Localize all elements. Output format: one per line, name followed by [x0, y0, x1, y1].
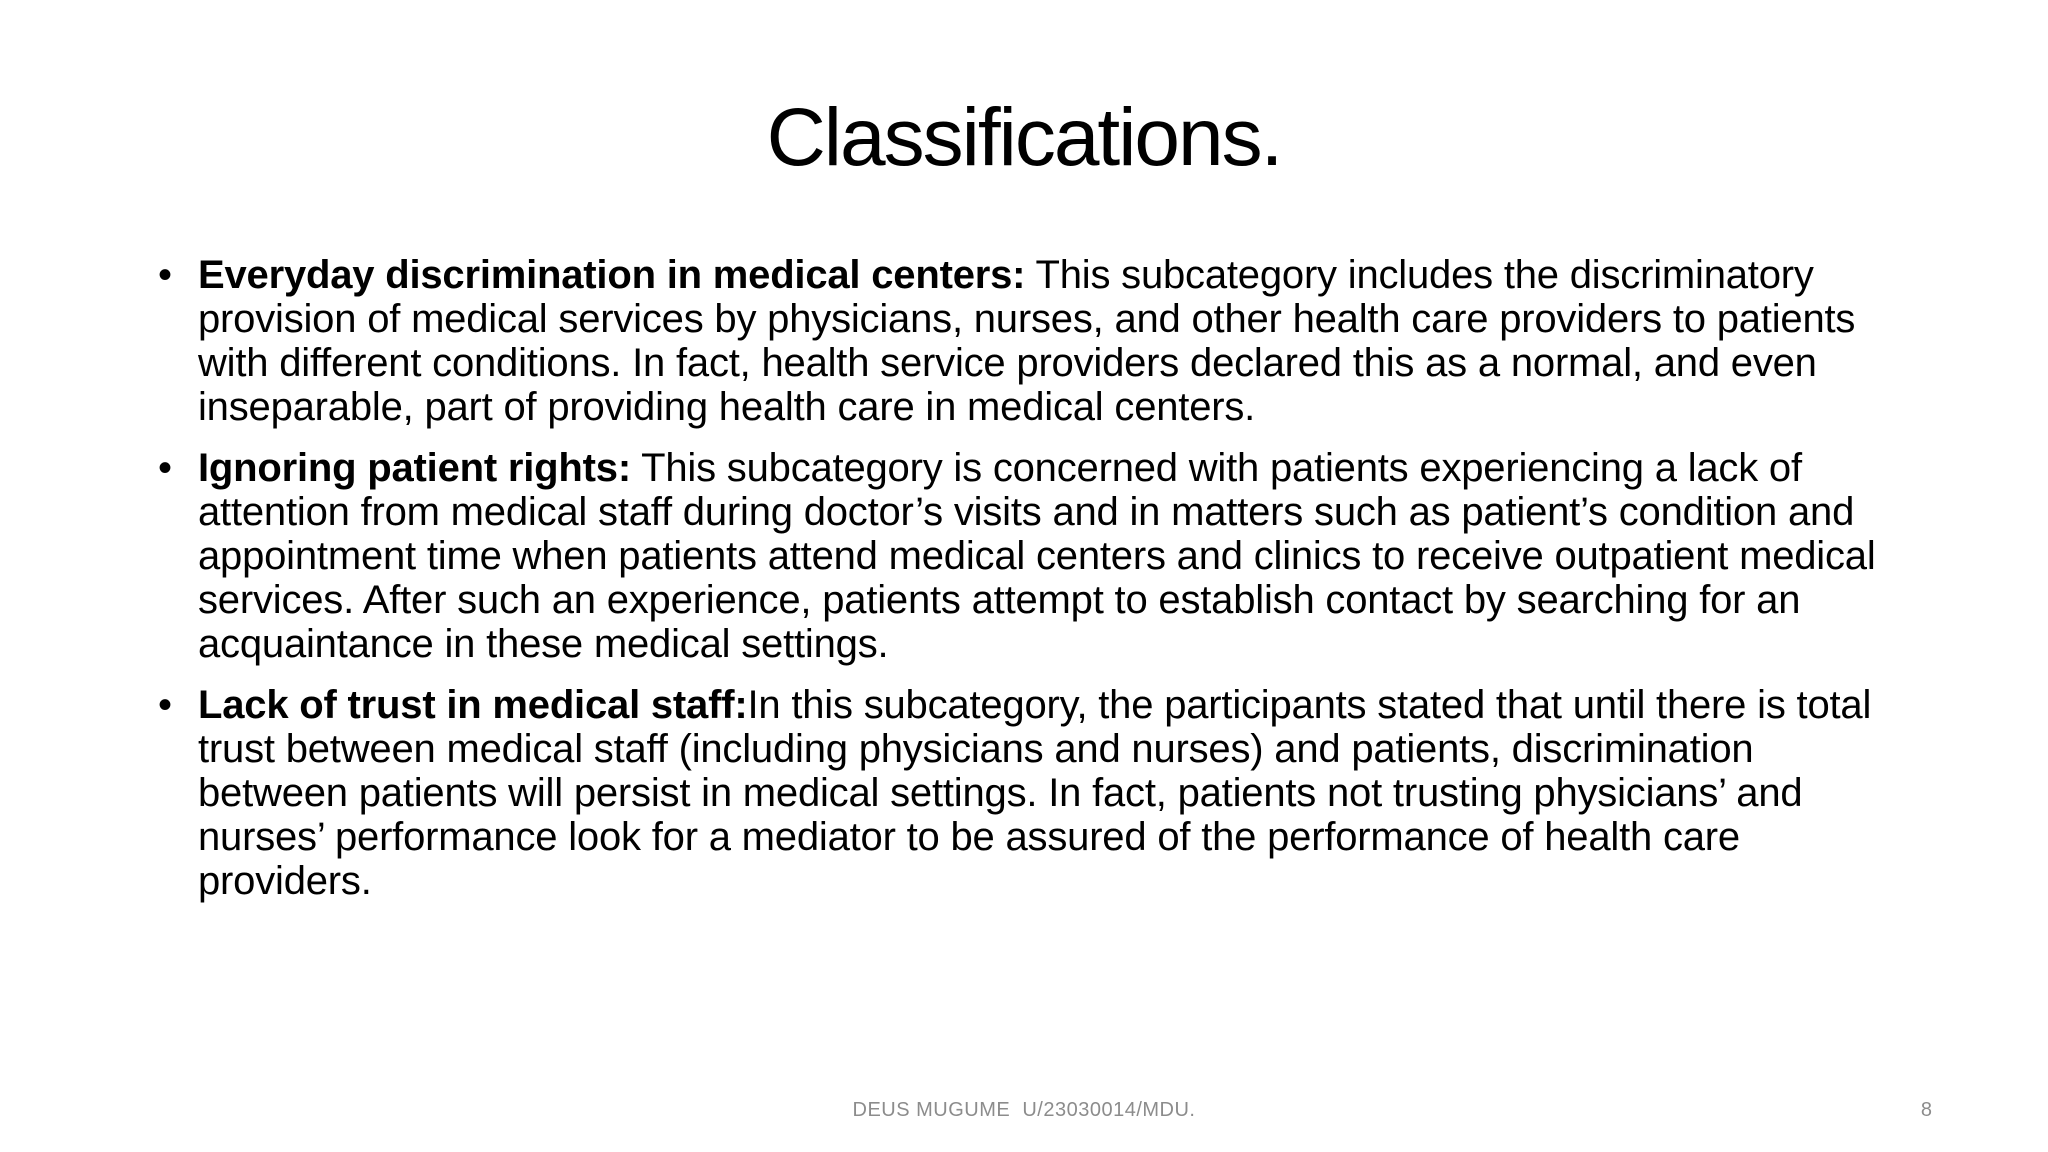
bullet-marker: • [158, 253, 172, 297]
slide-footer: DEUS MUGUME U/23030014/MDU. [852, 1099, 1196, 1121]
slide-title: Classifications. [766, 92, 1282, 183]
bullet-item [154, 253, 1914, 429]
slide-number: 8 [1920, 1099, 1932, 1121]
bullet-text: In this subcategory, the participants stated that until there is total trust between medical staff (including physicians and nurses) and patients, discrimination between patients will persist in medical settings. In fact, patients not trusting physicians’ and nurses’ performance look for a mediator to be assured of the performance of health care providers. [198, 683, 1872, 903]
bullet-lead: Lack of trust in medical staff: [198, 683, 748, 727]
bullet-text: This subcategory is concerned with patients experiencing a lack of attention from medical staff during doctor’s visits and in matters such as patient’s condition and appointment time when patients attend medical centers and clinics to receive outpatient medical services. After such an experience, patients attempt to establish contact by searching for an acquaintance in these medical settings. [198, 446, 1876, 666]
bullet-text: This subcategory includes the discriminatory provision of medical services by physicians, nurses, and other health care providers to patients with different conditions. In fact, health service providers declared this as a normal, and even inseparable, part of providing health care in medical centers. [198, 253, 1856, 429]
bullet-marker: • [158, 446, 172, 490]
bullet-lead: Everyday discrimination in medical centers: [198, 253, 1026, 297]
bullet-list [154, 253, 1914, 920]
bullet-item [154, 683, 1914, 903]
bullet-lead: Ignoring patient rights: [198, 446, 631, 490]
bullet-marker: • [158, 683, 172, 727]
bullet-item [154, 446, 1914, 666]
